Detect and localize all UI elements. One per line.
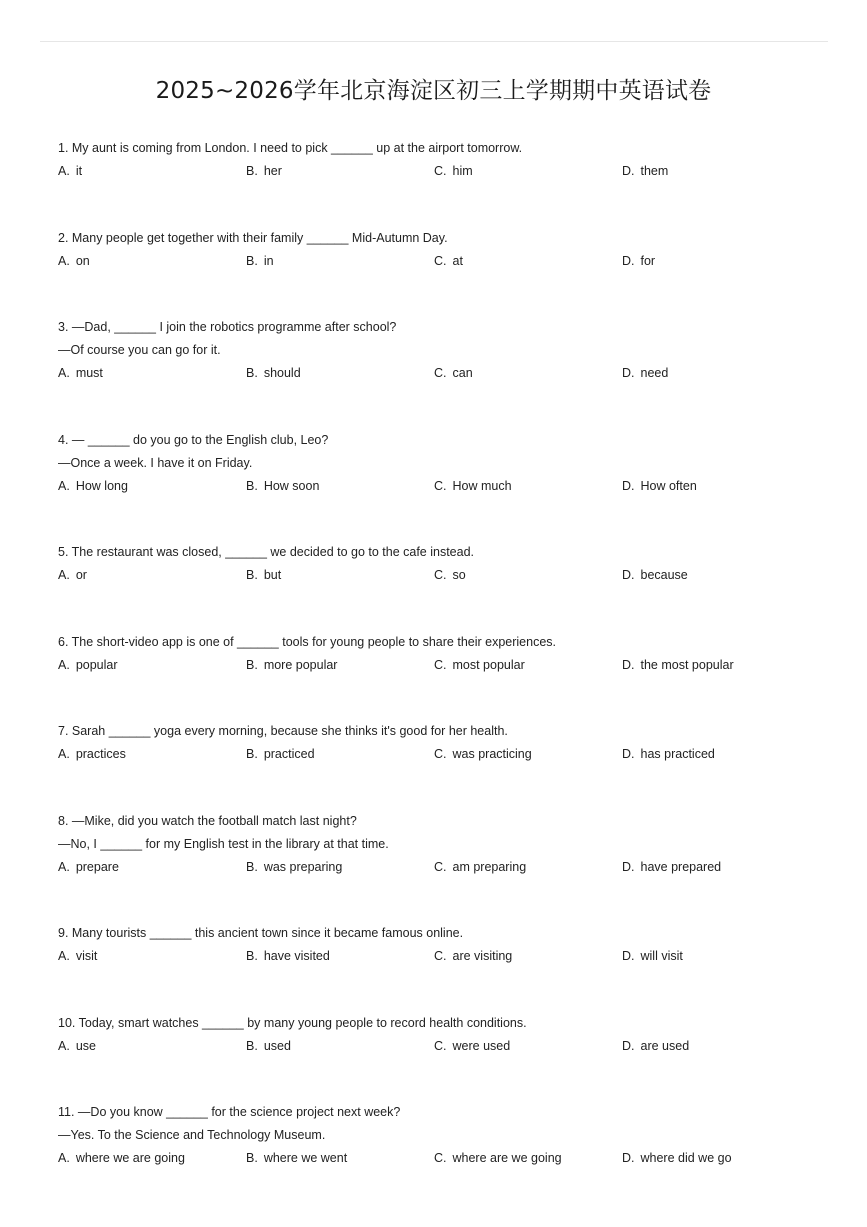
option-letter: D.: [622, 657, 635, 672]
dialogue-line: —Of course you can go for it.: [58, 343, 221, 357]
option-d: [622, 564, 688, 587]
option-letter: C.: [434, 568, 447, 582]
question-stem: 6. The short-video app is one of ______ tools for young people to share their experiences.: [58, 634, 557, 649]
option-letter: C.: [434, 478, 447, 493]
option-text: were used: [452, 1038, 511, 1053]
option-text: have visited: [263, 949, 330, 963]
option-letter: D.: [622, 859, 635, 874]
option-text: at: [452, 253, 463, 268]
question-6: [58, 631, 838, 721]
question-stem: 3. —Dad, ______ I join the robotics programme after school?: [58, 320, 397, 334]
answer-options: [58, 1147, 838, 1170]
option-text: have prepared: [640, 859, 722, 874]
option-letter: A.: [58, 949, 70, 963]
option-letter: D.: [622, 949, 635, 963]
option-text: was practicing: [452, 747, 532, 761]
option-letter: C.: [434, 1151, 447, 1165]
option-text: can: [452, 366, 473, 380]
option-d: [622, 250, 655, 273]
option-text: where we are going: [75, 1151, 185, 1165]
option-text: prepare: [75, 859, 119, 874]
question-stem: 9. Many tourists ______ this ancient town since it became famous online.: [58, 926, 464, 940]
option-letter: D.: [622, 478, 635, 493]
dialogue-line: —Once a week. I have it on Friday.: [58, 455, 253, 470]
option-letter: A.: [58, 859, 70, 874]
top-divider: [40, 41, 828, 42]
option-text: will visit: [640, 949, 683, 963]
answer-options: [58, 654, 838, 677]
option-letter: C.: [434, 253, 447, 268]
option-text: am preparing: [452, 859, 527, 874]
question-9: [58, 922, 838, 1012]
option-text: used: [263, 1038, 291, 1053]
option-letter: B.: [246, 568, 258, 582]
question-8: [58, 810, 838, 923]
option-text: most popular: [452, 657, 525, 672]
option-letter: B.: [246, 859, 258, 874]
option-b: [246, 1147, 347, 1170]
option-text: How often: [640, 478, 697, 493]
option-text: has practiced: [640, 747, 715, 761]
question-1: [58, 137, 838, 227]
option-text: where did we go: [640, 1151, 732, 1165]
option-text: How much: [452, 478, 512, 493]
option-text: more popular: [263, 657, 338, 672]
option-b: [246, 1035, 291, 1058]
option-b: [246, 250, 274, 273]
option-c: [434, 856, 526, 879]
option-c: [434, 362, 473, 385]
question-stem: 7. Sarah ______ yoga every morning, because she thinks it's good for her health.: [58, 724, 508, 738]
option-d: [622, 945, 683, 968]
option-text: How soon: [263, 478, 320, 493]
page-title: 2025~2026学年北京海淀区初三上学期期中英语试卷: [155, 78, 712, 104]
option-letter: A.: [58, 657, 70, 672]
option-text: for: [640, 253, 656, 268]
option-letter: A.: [58, 253, 70, 268]
option-text: popular: [75, 657, 118, 672]
option-c: [434, 564, 466, 587]
option-letter: B.: [246, 747, 258, 761]
option-letter: A.: [58, 1038, 70, 1053]
answer-options: [58, 250, 838, 273]
question-stem: 2. Many people get together with their family ______ Mid-Autumn Day.: [58, 230, 448, 245]
option-c: [434, 160, 473, 183]
answer-options: [58, 945, 838, 968]
answer-options: [58, 475, 838, 498]
option-text: or: [75, 568, 87, 582]
option-letter: B.: [246, 949, 258, 963]
option-letter: C.: [434, 859, 447, 874]
answer-options: [58, 856, 838, 879]
option-d: [622, 856, 721, 879]
option-c: [434, 250, 463, 273]
option-letter: D.: [622, 1151, 635, 1165]
option-a: [58, 250, 90, 273]
option-text: because: [640, 568, 688, 582]
option-b: [246, 945, 330, 968]
option-c: [434, 654, 525, 677]
question-10: [58, 1012, 838, 1102]
option-b: [246, 362, 301, 385]
option-d: [622, 475, 697, 498]
question-stem: 11. —Do you know ______ for the science project next week?: [58, 1105, 401, 1119]
option-a: [58, 475, 128, 498]
question-3: [58, 316, 838, 429]
option-b: [246, 654, 337, 677]
question-11: [58, 1101, 838, 1214]
option-b: [246, 564, 281, 587]
answer-options: [58, 743, 838, 766]
answer-options: [58, 564, 838, 587]
option-text: are used: [640, 1038, 690, 1053]
option-letter: C.: [434, 657, 447, 672]
option-text: but: [263, 568, 282, 582]
option-text: her: [263, 164, 282, 178]
option-b: [246, 743, 315, 766]
option-a: [58, 654, 118, 677]
option-text: practices: [75, 747, 126, 761]
option-letter: A.: [58, 478, 70, 493]
option-letter: A.: [58, 1151, 70, 1165]
option-a: [58, 1035, 96, 1058]
question-list: [58, 137, 838, 1214]
option-text: on: [75, 253, 90, 268]
option-text: was preparing: [263, 859, 343, 874]
option-a: [58, 160, 82, 183]
question-2: [58, 227, 838, 317]
answer-options: [58, 160, 838, 183]
option-letter: B.: [246, 366, 258, 380]
option-letter: C.: [434, 164, 447, 178]
option-letter: D.: [622, 1038, 635, 1053]
option-letter: B.: [246, 164, 258, 178]
question-4: [58, 429, 838, 542]
option-text: need: [640, 366, 669, 380]
option-text: them: [640, 164, 669, 178]
option-letter: B.: [246, 657, 258, 672]
option-text: in: [263, 253, 274, 268]
answer-options: [58, 1035, 838, 1058]
option-c: [434, 475, 512, 498]
option-text: How long: [75, 478, 128, 493]
option-letter: D.: [622, 253, 635, 268]
question-stem: 4. — ______ do you go to the English club, Leo?: [58, 432, 329, 447]
question-stem: 5. The restaurant was closed, ______ we decided to go to the cafe instead.: [58, 545, 475, 559]
question-stem: 1. My aunt is coming from London. I need to pick ______ up at the airport tomorrow.: [58, 141, 523, 155]
question-7: [58, 720, 838, 810]
option-b: [246, 160, 282, 183]
option-text: where are we going: [452, 1151, 562, 1165]
option-c: [434, 1035, 510, 1058]
dialogue-line: —Yes. To the Science and Technology Museum.: [58, 1128, 326, 1142]
option-d: [622, 1147, 732, 1170]
dialogue-line: —No, I ______ for my English test in the library at that time.: [58, 836, 389, 851]
option-letter: A.: [58, 164, 70, 178]
option-b: [246, 856, 342, 879]
option-d: [622, 1035, 689, 1058]
option-c: [434, 945, 512, 968]
option-d: [622, 160, 668, 183]
option-text: visit: [75, 949, 98, 963]
option-letter: C.: [434, 747, 447, 761]
option-a: [58, 1147, 185, 1170]
option-a: [58, 564, 87, 587]
option-letter: D.: [622, 366, 635, 380]
option-letter: D.: [622, 747, 635, 761]
option-letter: B.: [246, 1038, 258, 1053]
option-text: use: [75, 1038, 96, 1053]
question-stem: 10. Today, smart watches ______ by many young people to record health conditions.: [58, 1015, 527, 1030]
option-a: [58, 856, 119, 879]
option-text: should: [263, 366, 301, 380]
option-a: [58, 945, 97, 968]
option-c: [434, 743, 532, 766]
option-text: the most popular: [640, 657, 734, 672]
option-text: must: [75, 366, 103, 380]
option-letter: C.: [434, 366, 447, 380]
option-d: [622, 654, 734, 677]
option-letter: B.: [246, 253, 258, 268]
option-letter: B.: [246, 478, 258, 493]
option-letter: B.: [246, 1151, 258, 1165]
option-c: [434, 1147, 562, 1170]
answer-options: [58, 362, 838, 385]
option-text: are visiting: [452, 949, 513, 963]
option-letter: D.: [622, 568, 635, 582]
question-5: [58, 541, 838, 631]
question-stem: 8. —Mike, did you watch the football match last night?: [58, 813, 357, 828]
option-text: where we went: [263, 1151, 348, 1165]
option-letter: D.: [622, 164, 635, 178]
option-a: [58, 362, 103, 385]
option-letter: A.: [58, 568, 70, 582]
option-b: [246, 475, 319, 498]
option-letter: C.: [434, 1038, 447, 1053]
option-text: him: [452, 164, 473, 178]
option-letter: A.: [58, 747, 70, 761]
option-letter: C.: [434, 949, 447, 963]
option-text: it: [75, 164, 83, 178]
option-d: [622, 743, 715, 766]
option-text: practiced: [263, 747, 315, 761]
option-a: [58, 743, 126, 766]
option-text: so: [452, 568, 466, 582]
option-letter: A.: [58, 366, 70, 380]
option-d: [622, 362, 668, 385]
